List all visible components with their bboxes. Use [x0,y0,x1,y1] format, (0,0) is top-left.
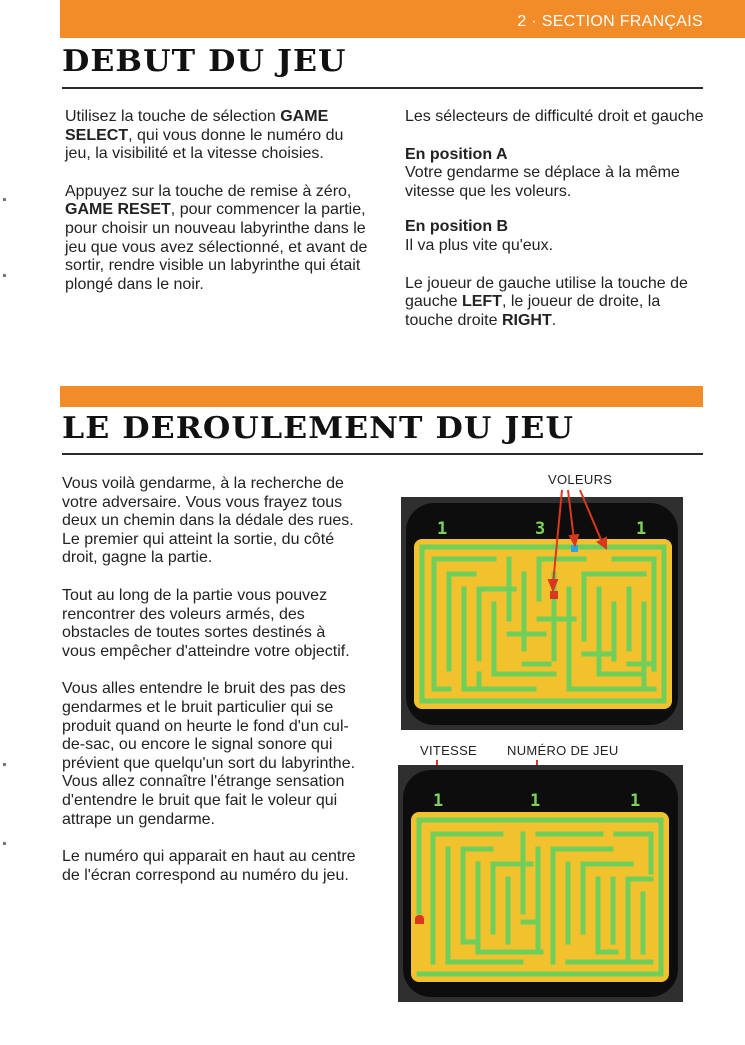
paragraph-game-number: Le numéro qui apparait en haut au centre de l'écran correspond au numéro du jeu. [62,848,356,884]
figure2-maze [411,812,669,982]
section-band [60,386,703,407]
paragraph-position-b [405,218,705,255]
paragraph-intro: Vous voilà gendarme, à la recherche de votre adversaire. Vous vous frayez tous deux un chemin dans la dédale des rues. Le premier qui atteint la sortie, du côté droit, gagne la partie. [62,475,354,567]
figure1-score-left: 1 [437,519,448,539]
figure2-game-number: 1 [530,791,541,811]
margin-speck [3,274,6,277]
figure1-arrows [540,488,620,598]
margin-speck [3,763,6,766]
paragraph-sounds: Vous alles entendre le bruit des pas des gendarmes et le bruit particulier qui se produit quand on heurte le fond d'un cul-de-sac, ou encore le signal sonore qui prévient que quelqu'un sort du labyrinthe. Vous allez connaître l'étrange sensation d'entendre le bruit que fait le voleur qui attrape un gendarme. [62,680,356,828]
margin-speck [3,198,6,201]
section1-left-column [65,108,370,313]
figure1-game-number: 3 [535,519,546,539]
section-title-debut: DEBUT DU JEU [62,44,347,79]
figure2-screen [398,765,683,1002]
paragraph-game-select: Utilisez la touche de sélection GAME SELECT, qui vous donne le numéro du jeu, la visibilité et la vitesse choisies. [65,108,344,163]
section-title-deroulement: LE DEROULEMENT DU JEU [62,411,574,446]
section1-right-column [405,108,705,349]
paragraph-players: Le joueur de gauche utilise la touche de gauche LEFT, le joueur de droite, la touche droite RIGHT. [405,274,688,329]
gendarme-marker [415,915,424,924]
position-a-title: En position A [405,145,508,163]
title-underline [62,87,703,89]
position-a-text: Votre gendarme se déplace à la même vitesse que les voleurs. [405,164,680,200]
position-b-title: En position B [405,218,509,236]
paragraph-difficulty: Les sélecteurs de difficulté droit et gauche [405,108,704,125]
margin-speck [3,842,6,845]
paragraph-obstacles: Tout au long de la partie vous pouvez rencontrer des voleurs armés, des obstacles de toutes sortes destinés à vous empêcher d'atteindre votre objectif. [62,586,350,660]
paragraph-game-reset: Appuyez sur la touche de remise à zéro, GAME RESET, pour commencer la partie, pour choisir un nouveau labyrinthe dans le jeu que vous avez sélectionné, et avant de sortir, rendre visible un labyrinthe qui était plongé dans le noir. [65,182,368,293]
figure2-speed-indicator: 1 [433,791,444,811]
figure2-score-right: 1 [630,791,641,811]
figure1-caption: VOLEURS [548,472,613,487]
figure1-score-right: 1 [636,519,647,539]
section-tag: 2 · SECTION FRANÇAIS [517,13,703,30]
figure2-caption-game-number: NUMÉRO DE JEU [507,743,619,758]
figure2-caption-speed: VITESSE [420,743,478,758]
paragraph-position-a [405,146,705,202]
title-underline-2 [62,453,703,455]
section2-text-column [62,475,362,904]
position-b-text: Il va plus vite qu'eux. [405,236,554,254]
